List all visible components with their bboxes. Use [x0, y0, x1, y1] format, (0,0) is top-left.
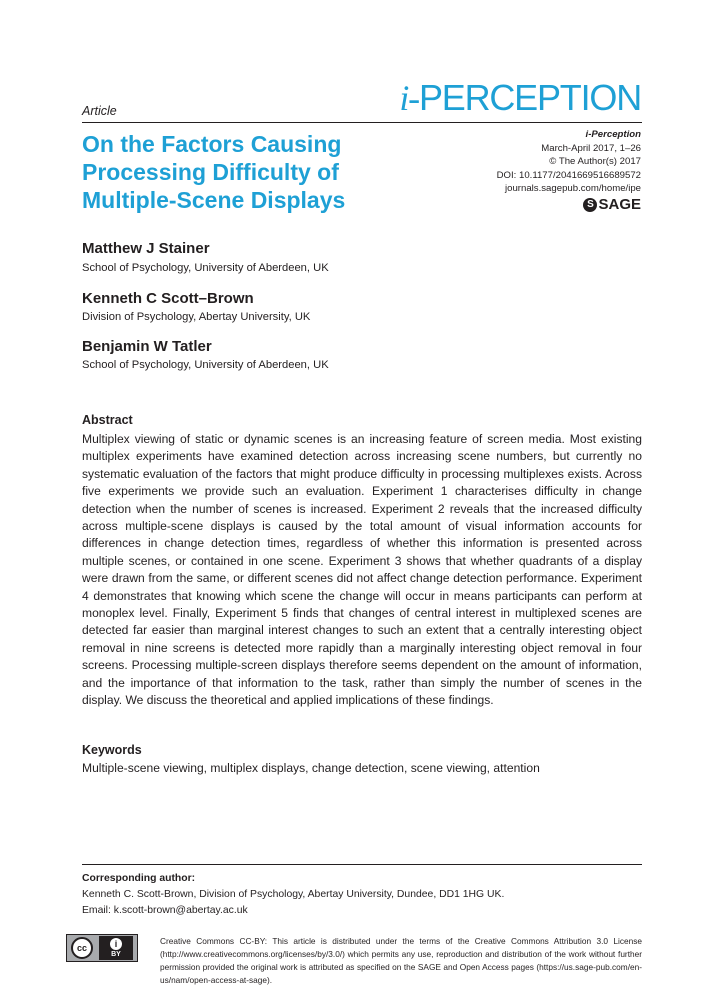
corresponding-author-address: Kenneth C. Scott-Brown, Division of Psychology, Abertay University, Dundee, DD1 1HG UK.	[82, 889, 505, 900]
author-name: Matthew J Stainer	[82, 240, 210, 257]
journal-logo-main: PERCEPTION	[418, 77, 641, 118]
journal-logo-prefix: i-	[399, 78, 419, 118]
abstract-text: Multiplex viewing of static or dynamic scenes is an increasing feature of screen media. Most existing multiplex experiments have examined detection across increasing scene numbers, but currently no systematic evaluation of the factors that might produce difficulty in processing multiplexes exists. Across five experiments we provide such an evaluation. Experiment 1 characterises difficulty in change detection when the number of scenes is increased. Experiment 2 reveals that the increased difficulty across multiple-scene displays is caused by the total amount of visual information accounts for differences in change detection times, regardless of whether this information is presented across multiple scenes, or contained in one scene. Experiment 3 shows that whether quadrants of a display were drawn from the same, or different scenes did not affect change detection performance. Experiment 4 demonstrates that knowing which scene the change will occur in means participants can perform at monoplex level. Finally, Experiment 5 finds that changes of central interest in multiplexed scenes are detected far easier than marginal interest changes to such an extent that a centrally interesting object removal in nine screens is detected more rapidly than a marginally interesting object removal in four screens. Processing multiple-screen displays therefore seems dependent on the amount of information, and the importance of that information to the task, rather than simply the number of scenes in the display. We discuss the theoretical and applied implications of these findings.	[82, 432, 642, 708]
keywords-text: Multiple-scene viewing, multiplex displays, change detection, scene viewing, attention	[82, 761, 540, 775]
author-affiliation: Division of Psychology, Abertay University, UK	[82, 311, 311, 323]
publisher-name: SAGE	[598, 196, 641, 213]
footnote-divider	[82, 864, 642, 865]
meta-journal: i-Perception	[585, 129, 641, 140]
author-name: Benjamin W Tatler	[82, 338, 212, 355]
author-name: Kenneth C Scott–Brown	[82, 290, 254, 307]
license-text: Creative Commons CC-BY: This article is distributed under the terms of the Creative Commons Attribution 3.0 License (http://www.creativecommons.org/licenses/by/3.0/) which permits any use, reproduction and distribution of the work without further permission provided the original work is attributed as specified on the SAGE and Open Access pages (https://us.sage-pub.com/en-us/nam/open-access-at-sage).	[160, 936, 642, 985]
journal-logo	[399, 77, 641, 118]
meta-doi[interactable]: DOI: 10.1177/2041669516689572	[496, 169, 641, 181]
article-meta	[497, 128, 641, 196]
corresponding-author-email[interactable]: Email: k.scott-brown@abertay.ac.uk	[82, 905, 248, 916]
sage-s-icon: S	[583, 198, 597, 212]
article-title: On the Factors Causing Processing Difficulty of Multiple-Scene Displays	[82, 131, 346, 213]
keywords-heading: Keywords	[82, 743, 142, 757]
meta-copyright: © The Author(s) 2017	[549, 156, 641, 167]
meta-issue: March-April 2017, 1–26	[541, 142, 641, 154]
publisher-logo	[583, 196, 641, 213]
meta-url[interactable]: journals.sagepub.com/home/ipe	[505, 183, 641, 194]
article-type-label: Article	[82, 104, 117, 118]
cc-by-badge	[66, 934, 138, 962]
person-icon: i	[110, 938, 122, 950]
author-affiliation: School of Psychology, University of Aberdeen, UK	[82, 262, 329, 274]
attribution-block	[99, 936, 133, 960]
by-label: BY	[111, 951, 121, 958]
abstract-heading: Abstract	[82, 413, 133, 427]
author-affiliation: School of Psychology, University of Aberdeen, UK	[82, 359, 329, 371]
corresponding-author-label: Corresponding author:	[82, 873, 196, 884]
header-divider	[82, 122, 642, 123]
creative-commons-icon: cc	[71, 937, 93, 959]
